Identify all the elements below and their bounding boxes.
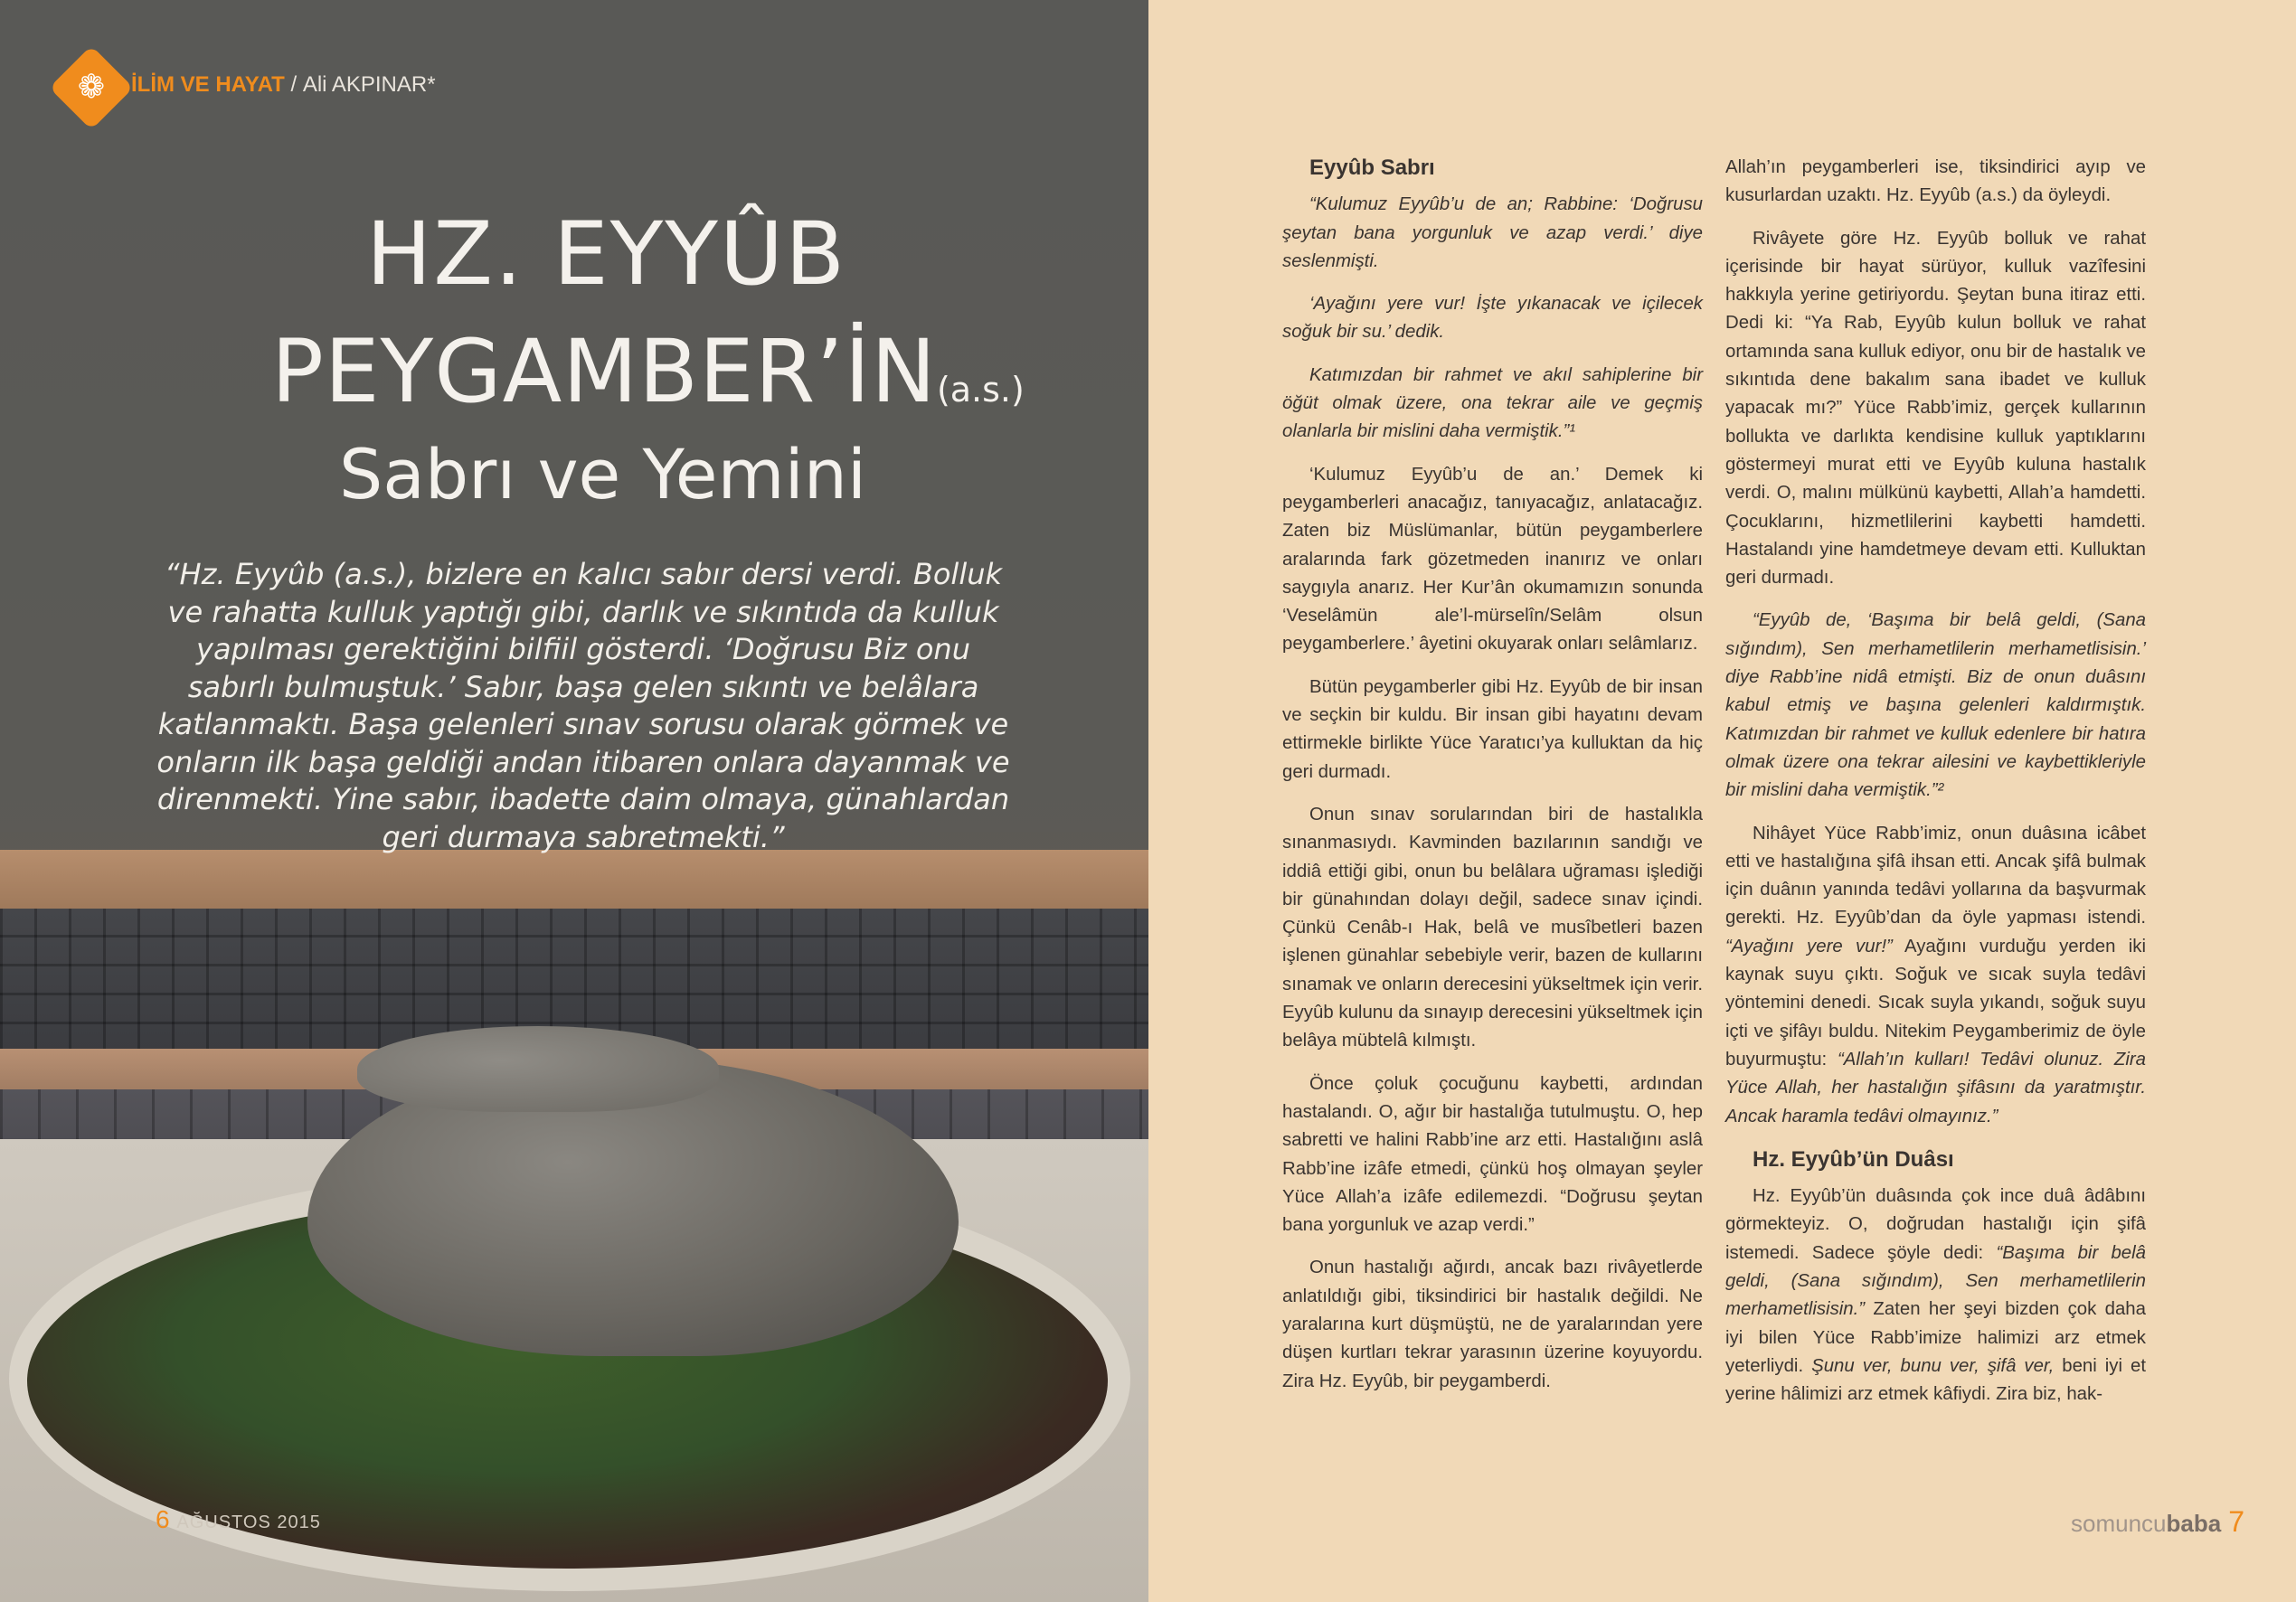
title-suffix: (a.s.) <box>936 370 1025 410</box>
paragraph: Katımızdan bir rahmet ve akıl sahiplerine bir öğüt olmak üzere, ona tekrar aile ve geçmiş olanlarla bir mislini daha vermiştik.”¹ <box>1282 364 1703 442</box>
paragraph: ‘Kulumuz Eyyûb’u de an.’ Demek ki peygamberleri anacağız, tanıyacağız, anlatacağız. Zaten biz Müslümanlar, bütün peygamberlere aralarında fark gözetmeden inanırız ve onları saygıyla anarız. Her Kur’ân okumamızın sonunda ‘Veselâmün ale’l-mürselîn/Selâm olsun peygamberlere.’ âyetini okuyarak onları selâmlarız. <box>1282 464 1703 655</box>
ornament-icon: ❁ <box>77 69 106 106</box>
text-run: beni iyi et yerine hâlimizi arz etmek kâfiydi. Zira biz, hak- <box>1725 1355 2147 1405</box>
page-number-left: 6 <box>156 1505 170 1533</box>
issue-date: AĞUSTOS 2015 <box>176 1512 321 1532</box>
paragraph: Önce çoluk çocuğunu kaybetti, ardından hastalandı. O, ağır bir hastalığa tutulmuştu. O, hep sabretti ve halini Rabb’ine arz etti. Hastalığını aslâ Rabb’ine izâfe etmedi, çünkü hoş olmayan şeyler Yüce Allah’a izâfe edilemezdi. “Doğrusu şeytan bana yorgunluk ve azap verdi.” <box>1282 1073 1703 1236</box>
section-heading: Eyyûb Sabrı <box>1309 155 1435 180</box>
paragraph <box>1725 1183 2146 1409</box>
text-run: Ayağını vurduğu yerden iki kaynak suyu çıktı. Soğuk ve sıcak suyla tedâvi yöntemini denedi. Sıcak suyla yıkandı, soğuk suyu içti ve şifâyı buldu. Nitekim Peygamberimiz de öyle buyurmuştu: <box>1725 936 2146 1070</box>
text-run: Hz. Eyyûb’ün duâsında çok ince duâ âdâbını görmekteyiz. O, doğrudan hastalığı için şifâ istemedi. Sadece şöyle dedi: <box>1725 1186 2146 1263</box>
paragraph: Bütün peygamberler gibi Hz. Eyyûb de bir insan ve seçkin bir kuldu. Bir insan gibi hayatını devam ettirmekle birlikte Yüce Yaratıcı’ya kulluktan da hiç geri durmadı. <box>1282 676 1703 782</box>
quote-run: “Başıma bir belâ geldi, (Sana sığındım), Sen merhametlilerin merhametlisisin.” <box>1725 1242 2146 1320</box>
header-separator: / <box>290 72 298 97</box>
paragraph: ‘Ayağını yere vur! İşte yıkanacak ve içilecek soğuk bir su.’ dedik. <box>1282 294 1703 343</box>
title-line-2-text: PEYGAMBER’İN <box>271 321 937 422</box>
paragraph <box>1725 820 2146 1131</box>
text-column-1 <box>1282 154 1703 1410</box>
title-line-2 <box>271 321 1025 422</box>
paragraph: “Eyyûb de, ‘Başıma bir belâ geldi, (Sana sığındım), Sen merhametlilerin merhametlisisin.’ diye Rabb’ine nidâ etmişti. Biz de onun duâsını kabul etmiş ve başına gelenleri kaldırmıştık. Katımızdan bir rahmet ve kulluk edenlere bir hatıra olmak üzere ona tekrar ailesini ve kaybettikleriyle bir mislini daha vermiştik.”² <box>1725 610 2146 801</box>
right-page <box>1148 0 2296 1602</box>
folio-right <box>2071 1505 2244 1539</box>
title-line-1: HZ. EYYÛB <box>366 203 847 305</box>
section-name: İLİM VE HAYAT <box>131 72 285 97</box>
title-line-3: Sabrı ve Yemini <box>339 434 866 514</box>
quote-run: “Allah’ın kulları! Tedâvi olunuz. Zira Yüce Allah, her hastalığın şifâsını da yaratmıştır. Ancak haramla tedâvi olmayınız.” <box>1725 1049 2146 1126</box>
paragraph: “Kulumuz Eyyûb’u de an; Rabbine: ‘Doğrusu şeytan bana yorgunluk ve azap verdi.’ diye seslenmişti. <box>1282 194 1703 271</box>
paragraph: Rivâyete göre Hz. Eyyûb bolluk ve rahat içerisinde bir hayat sürüyor, kulluk vazîfesini hakkıyla yerine getiriyordu. Şeytan buna itiraz etti. Dedi ki: “Ya Rab, Eyyûb kulun bolluk ve rahat ortamında sana kulluk ediyor, onu bir de hastalık ve sıkıntıda dene bakalım sana ibadet ve kulluk yapacak mı?” Yüce Rabb’imiz, gerçek kullarının bollukta ve darlıkta kendisine kulluk yaptıklarını göstermeyi murat etti ve Eyyûb kuluna hastalık verdi. O, malını mülkünü kaybetti, Allah’a hamdetti. Çocuklarını, hizmetlilerini kaybetti hamdetti. Hastalandı yine hamdetmeye devam etti. Kulluktan geri durmadı. <box>1725 228 2146 589</box>
paragraph: Allah’ın peygamberleri ise, tiksindirici ayıp ve kusurlardan uzaktı. Hz. Eyyûb (a.s.) da öyleydi. <box>1725 157 2146 206</box>
paragraph: Onun sınav sorularından biri de hastalıkla sınanmasıydı. Kavminden bazılarının sandığı ve iddiâ ettiği gibi, onun bu belâlara uğraması işlediği bir günahından dolayı değil, sadece sınav içindi. Çünkü Cenâb-ı Hak, belâ ve musîbetleri bazen işlenen günahlar sebebiyle verir, bazen de kullarını sınamak ve onların derecesini yükseltmek için verir. Eyyûb kulunu da sınayıp derecesini yükseltmek için belâya mübtelâ kılmıştı. <box>1282 804 1703 1051</box>
text-run: Nihâyet Yüce Rabb’imiz, onun duâsına icâbet etti ve hastalığına şifâ ihsan etti. Ancak şifâ bulmak için duânın yanında tedâvi yollarına da başvurmak gerekti. Hz. Eyyûb’dan da öyle yapması istendi. <box>1725 823 2146 928</box>
brand-part-2: baba <box>2166 1510 2222 1537</box>
running-header <box>131 72 436 98</box>
paragraph: Onun hastalığı ağırdı, ancak bazı rivâyetlerde anlatıldığı gibi, tiksindirici bir hastalık değildi. Ne yaralarına kurt düşmüştü, ne de yaralarından yere düşen kurtları tekrar yarasının üzerine koyuyordu. Zira Hz. Eyyûb, bir peygamberdi. <box>1282 1258 1703 1391</box>
page-number-right: 7 <box>2228 1505 2244 1538</box>
author-name: Ali AKPINAR* <box>302 72 436 97</box>
quote-run: “Ayağını yere vur!” <box>1725 936 1893 956</box>
brand-part-1: somuncu <box>2071 1510 2167 1537</box>
lead-quote: “Hz. Eyyûb (a.s.), bizlere en kalıcı sabır dersi verdi. Bolluk ve rahatta kulluk yaptığı gibi, darlık ve sıkıntıda da kulluk yapılması gerektiğini bilfiil gösterdi. ‘Doğrusu Biz onu sabırlı bulmuştuk.’ Sabır, başa gelen sıkıntı ve belâlara katlanmaktı. Başa gelenleri sınav sorusu olarak görmek ve onların ilk başa geldiği andan itibaren onlara dayanmak ve direnmekti. Yine sabır, ibadette daim olmaya, günahlardan geri durmaya sabretmekti.” <box>156 557 1010 854</box>
quote-run: Şunu ver, bunu ver, şifâ ver, <box>1811 1355 2055 1376</box>
folio-left <box>156 1505 321 1534</box>
section-heading: Hz. Eyyûb’ün Duâsı <box>1753 1146 1954 1172</box>
text-column-2 <box>1725 154 2146 1423</box>
text-run: Zaten her şeyi bizden çok daha iyi bilen Yüce Rabb’imize halimizi arz etmek yeterliydi. <box>1725 1299 2146 1376</box>
